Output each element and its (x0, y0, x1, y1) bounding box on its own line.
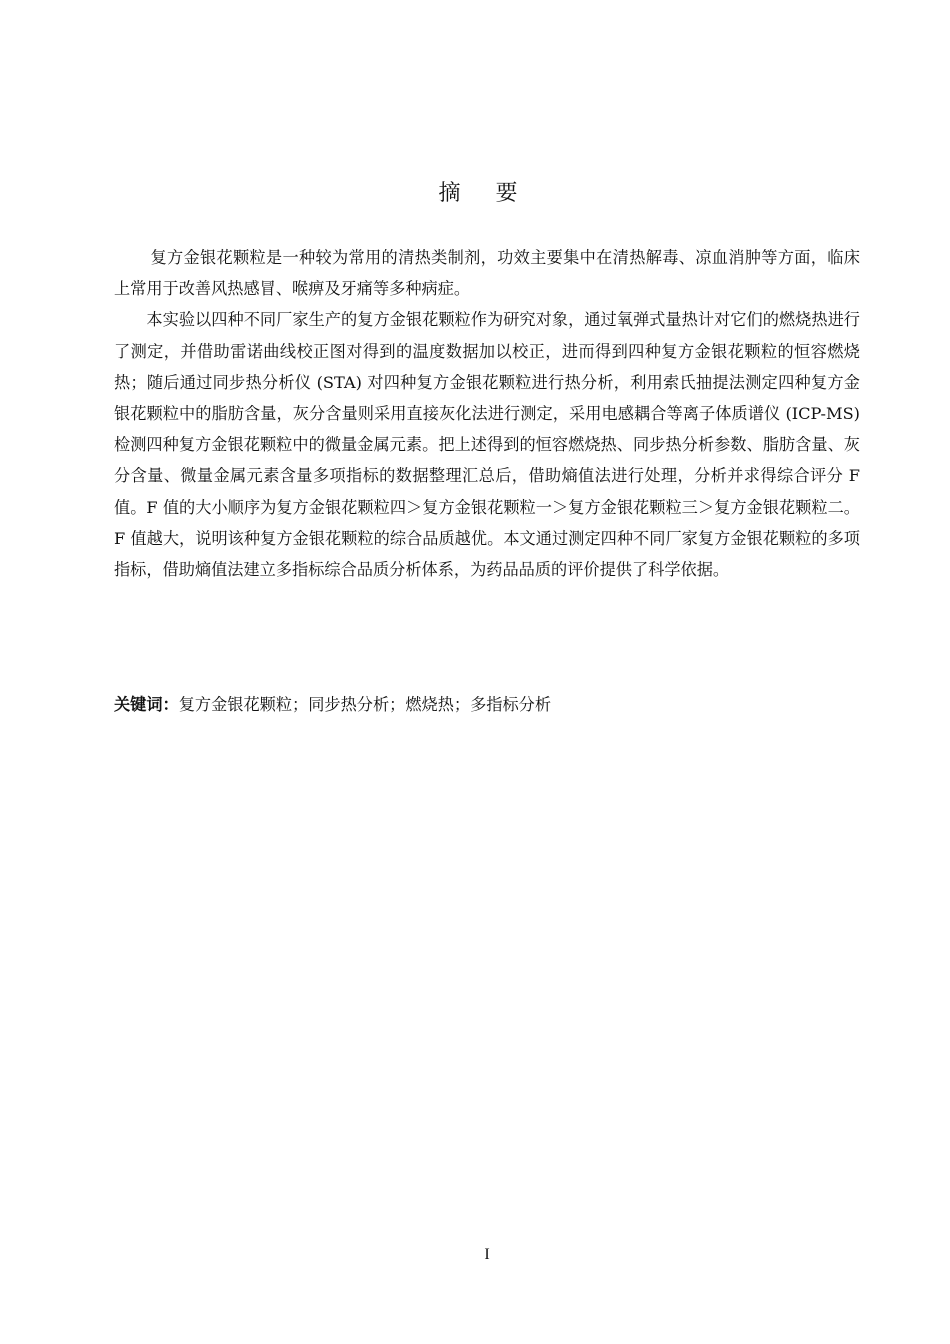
abstract-title: 摘 要 (438, 181, 532, 206)
abstract-paragraph-2: 本实验以四种不同厂家生产的复方金银花颗粒作为研究对象，通过氧弹式量热计对它们的燃烧热进行了测定，并借助雷诺曲线校正图对得到的温度数据加以校正，进而得到四种复方金银花颗粒的恒容燃烧热；随后通过同步热分析仪 (STA) 对四种复方金银花颗粒进行热分析，利用索氏抽提法测定四种复方金银花颗粒中的脂肪含量，灰分含量则采用直接灰化法进行测定，采用电感耦合等离子体质谱仪 (ICP-MS) 检测四种复方金银花颗粒中的微量金属元素。把上述得到的恒容燃烧热、同步热分析参数、脂肪含量、灰分含量、微量金属元素含量多项指标的数据整理汇总后，借助熵值法进行处理，分析并求得综合评分 F 值。F 值的大小顺序为复方金银花颗粒四＞复方金银花颗粒一＞复方金银花颗粒三＞复方金银花颗粒二。F 值越大，说明该种复方金银花颗粒的综合品质越优。本文通过测定四种不同厂家复方金银花颗粒的多项指标，借助熵值法建立多指标综合品质分析体系，为药品品质的评价提供了科学依据。 (114, 310, 860, 580)
page-number: I (484, 1246, 490, 1263)
keywords-label: 关键词： (114, 695, 179, 714)
keywords-line (114, 690, 860, 720)
abstract-body (114, 242, 860, 585)
keywords-text: 复方金银花颗粒；同步热分析；燃烧热；多指标分析 (178, 695, 552, 714)
abstract-paragraph-1: 复方金银花颗粒是一种较为常用的清热类制剂，功效主要集中在清热解毒、凉血消肿等方面，临床上常用于改善风热感冒、喉痹及牙痛等多种病症。 (114, 248, 860, 299)
